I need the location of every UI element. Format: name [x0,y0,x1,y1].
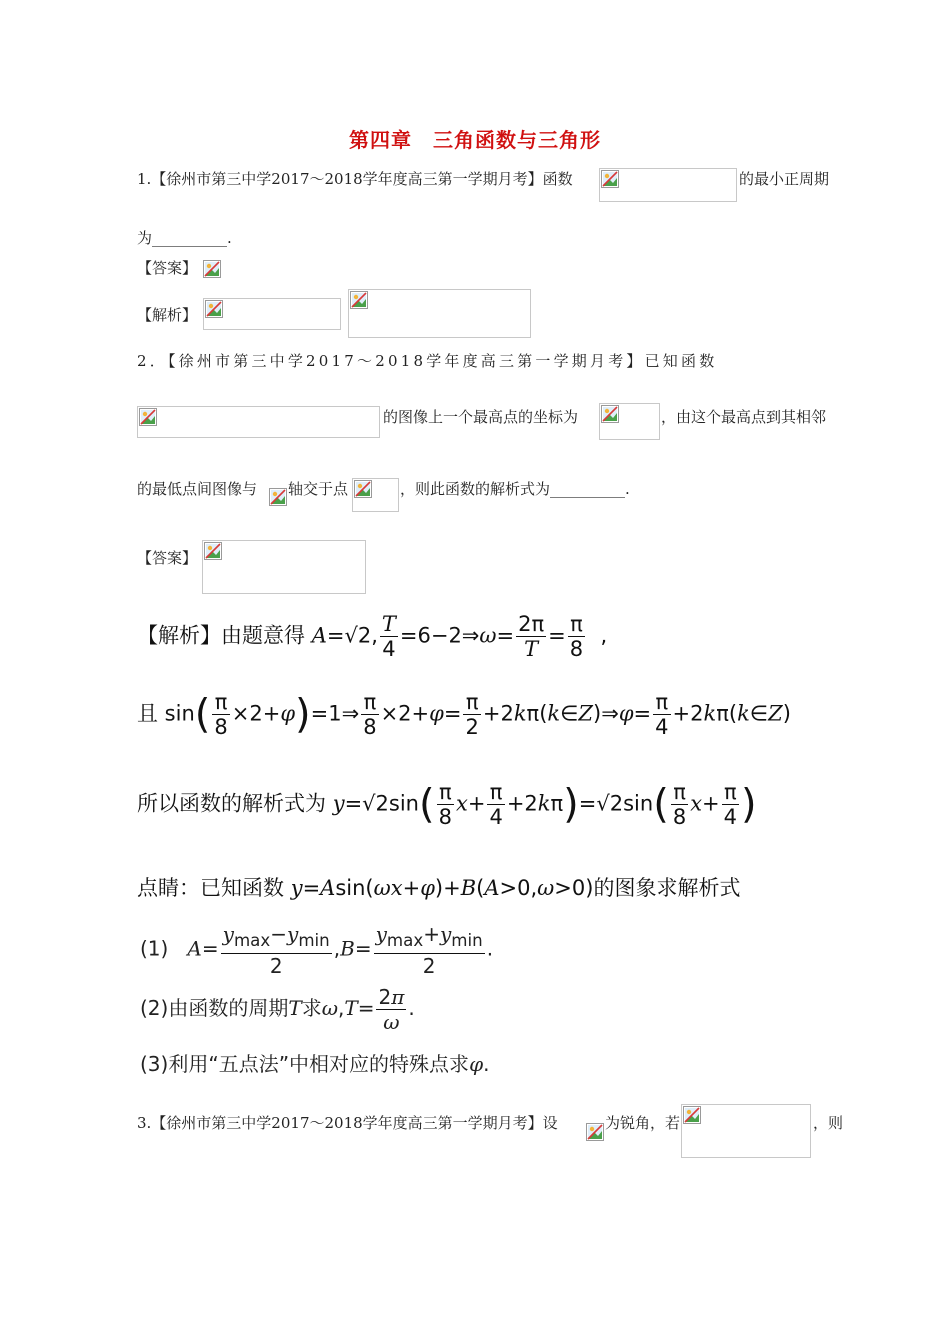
tip-suffix: 的图象求解析式 [593,876,741,900]
q2-line1: 2．【徐州市第三中学2017～2018学年度高三第一学期月考】已知函数 [137,352,718,370]
broken-image-icon [269,488,287,506]
q2-line2-end: ，由这个最高点到其相邻 [661,408,827,426]
broken-image-icon [586,1123,604,1141]
q3-text-c: ，则 [813,1114,844,1132]
q3-condition-image [681,1104,811,1158]
q2-line3-c: ，则此函数的解析式为__________. [400,480,630,498]
step2-prefix: (2)由函数的周期 [140,996,289,1020]
step2-mid: 求 [301,996,322,1020]
q2-line3-b: 轴交于点 [288,480,349,498]
analysis-line-2: 且 sin( $\frac{\pi}{8}$ ×2+φ)=1⇒ $\frac{\pi}{8}$ ×2+φ= $\frac{\pi}{2}$ +2kπ(k∈Z)⇒φ= $\frac{\pi}{4}$ +2kπ(k∈Z) [137,690,791,739]
q2-answer-label: 【答案】 [137,549,198,567]
broken-image-icon [205,300,223,318]
analysis-tip: 点睛：已知函数 y=Asin(ωx+φ)+B(A>0,ω>0)的图象求解析式 [137,876,741,900]
q1-line2: 为__________. [137,229,232,247]
analysis-intro: 由题意得 [221,623,305,648]
broken-image-icon [683,1106,701,1124]
q1-analysis-label: 【解析】 [137,306,198,324]
q1-text-after: 的最小正周期 [739,170,830,188]
broken-image-icon [139,408,157,426]
q1-answer-label: 【答案】 [137,259,198,277]
broken-image-icon [601,405,619,423]
q1-analysis-image-2 [348,289,531,338]
q3-text-b: 为锐角，若 [605,1114,681,1132]
broken-image-icon [204,542,222,560]
q1-function-image [599,168,737,202]
step1-label: (1) [140,936,169,961]
q2-zero-point-image [352,478,399,512]
q2-line3-a: 的最低点间图像与 [137,480,258,498]
q1-text: 1.【徐州市第三中学2017～2018学年度高三第一学期月考】函数 [137,170,573,188]
analysis-step-3: (3)利用“五点法”中相对应的特殊点求φ. [140,1052,490,1076]
q2-function-image [137,406,380,438]
tip-prefix: 点睛：已知函数 [137,876,284,900]
analysis-line-3: 所以函数的解析式为 y=√2sin( $\frac{\pi}{8}$ x+ $\frac{\pi}{4}$ +2kπ)=√2sin( $\frac{\pi}{8}$ x+ $\frac{\pi}{4}$ ) [137,780,757,829]
broken-image-icon [350,291,368,309]
analysis-line-1: 【解析】由题意得 A=√2, $\frac{T}{4}$ =6−2⇒ω= $\frac{2\pi}{T}$ = $\frac{\pi}{8}$ , [137,612,608,661]
analysis-line2-prefix: 且 [137,701,158,726]
q2-point-image [599,403,660,440]
chapter-title: 第四章 三角函数与三角形 [349,128,601,152]
broken-image-icon [354,480,372,498]
q3-text-a: 3.【徐州市第三中学2017～2018学年度高三第一学期月考】设 [137,1114,558,1132]
analysis-step-2: (2)由函数的周期T求ω,T= $\frac{2\pi}{\omega}$ . [140,985,415,1034]
broken-image-icon [601,170,619,188]
broken-image-icon [203,260,221,278]
analysis-step-1: (1) A= $\frac{y_{max}-y_{min}}{2}$ ,B= $\frac{y_{max}+y_{min}}{2}$ . [140,922,494,978]
q2-answer-image [202,540,366,594]
step3: (3)利用“五点法”中相对应的特殊点求 [140,1052,470,1076]
q1-analysis-image-1 [203,298,341,330]
q2-line2-mid: 的图像上一个最高点的坐标为 [383,408,579,426]
analysis-label: 【解析】 [137,623,221,648]
analysis-line3-prefix: 所以函数的解析式为 [137,791,326,816]
